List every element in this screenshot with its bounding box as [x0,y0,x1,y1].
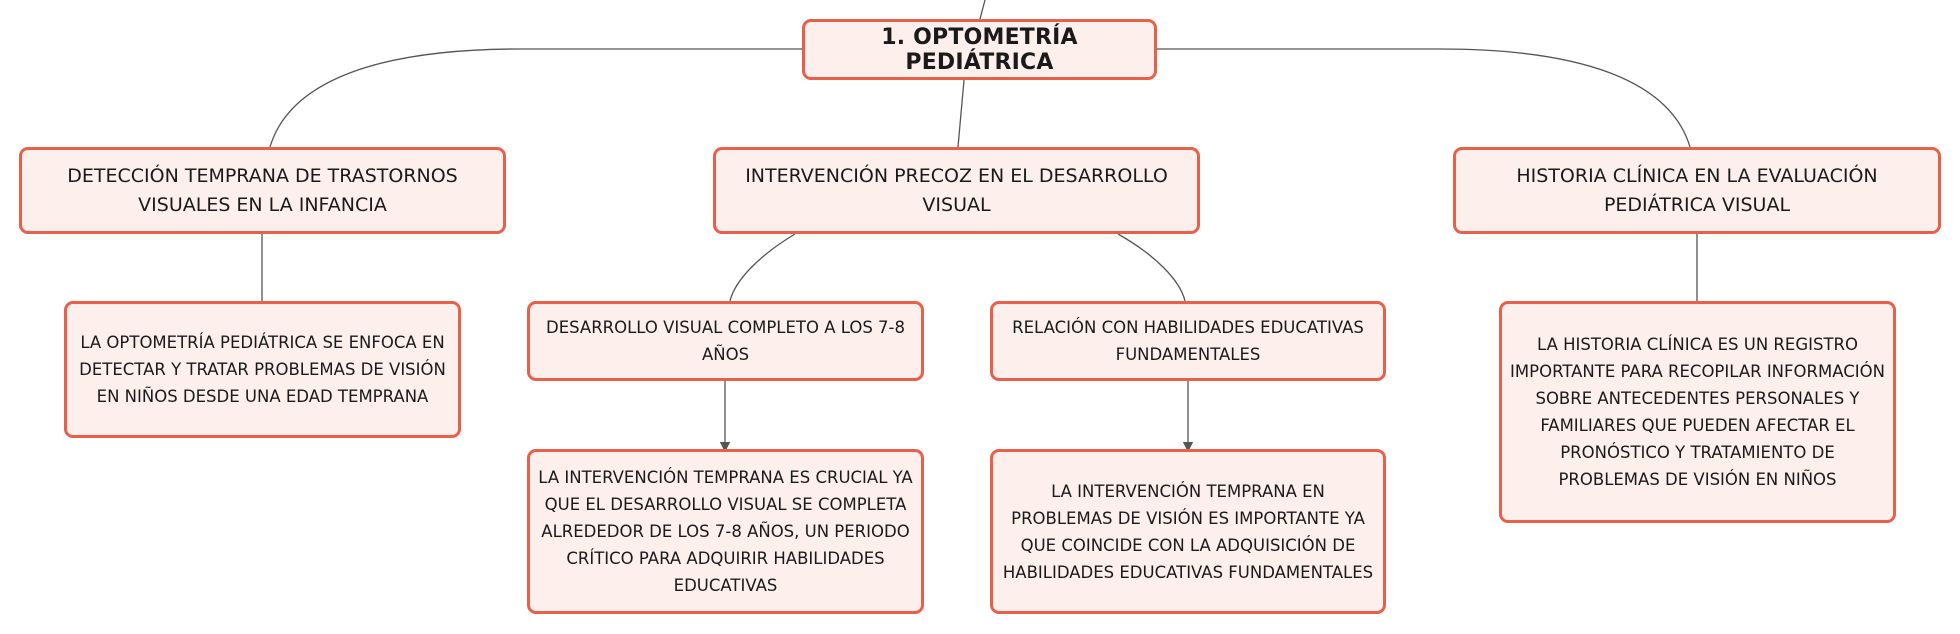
subtopic-desarrollo-visual-detalle[interactable] [527,449,924,614]
subtopic-deteccion-detalle[interactable] [64,301,461,438]
central-topic-label: 1. OPTOMETRÍA PEDIÁTRICA [881,24,1078,75]
subtopic-habilidades-detalle[interactable] [990,449,1386,614]
connector-root-to-branch-2 [958,80,964,147]
subtopic-habilidades-educativas[interactable] [990,301,1386,381]
connector-root-to-branch-1 [270,49,802,147]
connector-branch-2-to-child-1 [730,234,795,301]
subtopic-historia-clinica-detalle[interactable] [1499,301,1896,523]
topic-deteccion-temprana[interactable] [19,147,506,234]
topic-historia-clinica[interactable] [1453,147,1941,234]
topic-intervencion-precoz[interactable] [713,147,1200,234]
subtopic-label: LA HISTORIA CLÍNICA ES UN REGISTRO IMPORTANTE PARA RECOPILAR INFORMACIÓN SOBRE ANTECEDENTES PERSONALES Y FAMILIARES QUE PUEDEN AFECTAR EL PRONÓSTICO Y TRATAMIENTO DE PROBLEMAS DE VISIÓN EN NIÑOS [1510,335,1885,489]
subtopic-label: LA OPTOMETRÍA PEDIÁTRICA SE ENFOCA EN DETECTAR Y TRATAR PROBLEMAS DE VISIÓN EN NIÑOS DESDE UNA EDAD TEMPRANA [79,333,446,406]
subtopic-label: RELACIÓN CON HABILIDADES EDUCATIVAS FUNDAMENTALES [1012,318,1364,364]
subtopic-label: LA INTERVENCIÓN TEMPRANA EN PROBLEMAS DE VISIÓN ES IMPORTANTE YA QUE COINCIDE CON LA ADQUISICIÓN DE HABILIDADES EDUCATIVAS FUNDAMENTALES [1002,481,1374,582]
connector-root-to-branch-3 [1157,49,1690,147]
subtopic-desarrollo-visual[interactable] [527,301,924,381]
topic-label: HISTORIA CLÍNICA EN LA EVALUACIÓN PEDIÁTRICA VISUAL [1516,164,1878,216]
subtopic-label: LA INTERVENCIÓN TEMPRANA ES CRUCIAL YA QUE EL DESARROLLO VISUAL SE COMPLETA ALREDEDOR DE LOS 7-8 AÑOS, UN PERIODO CRÍTICO PARA ADQUIRIR HABILIDADES EDUCATIVAS [538,468,913,595]
central-topic[interactable] [802,19,1157,80]
topic-label: DETECCIÓN TEMPRANA DE TRASTORNOS VISUALES EN LA INFANCIA [67,164,458,216]
subtopic-label: DESARROLLO VISUAL COMPLETO A LOS 7-8 AÑOS [546,318,905,364]
connector-parent-to-root [980,0,985,19]
connector-branch-2-to-child-2 [1118,234,1185,301]
topic-label: INTERVENCIÓN PRECOZ EN EL DESARROLLO VISUAL [745,164,1168,216]
